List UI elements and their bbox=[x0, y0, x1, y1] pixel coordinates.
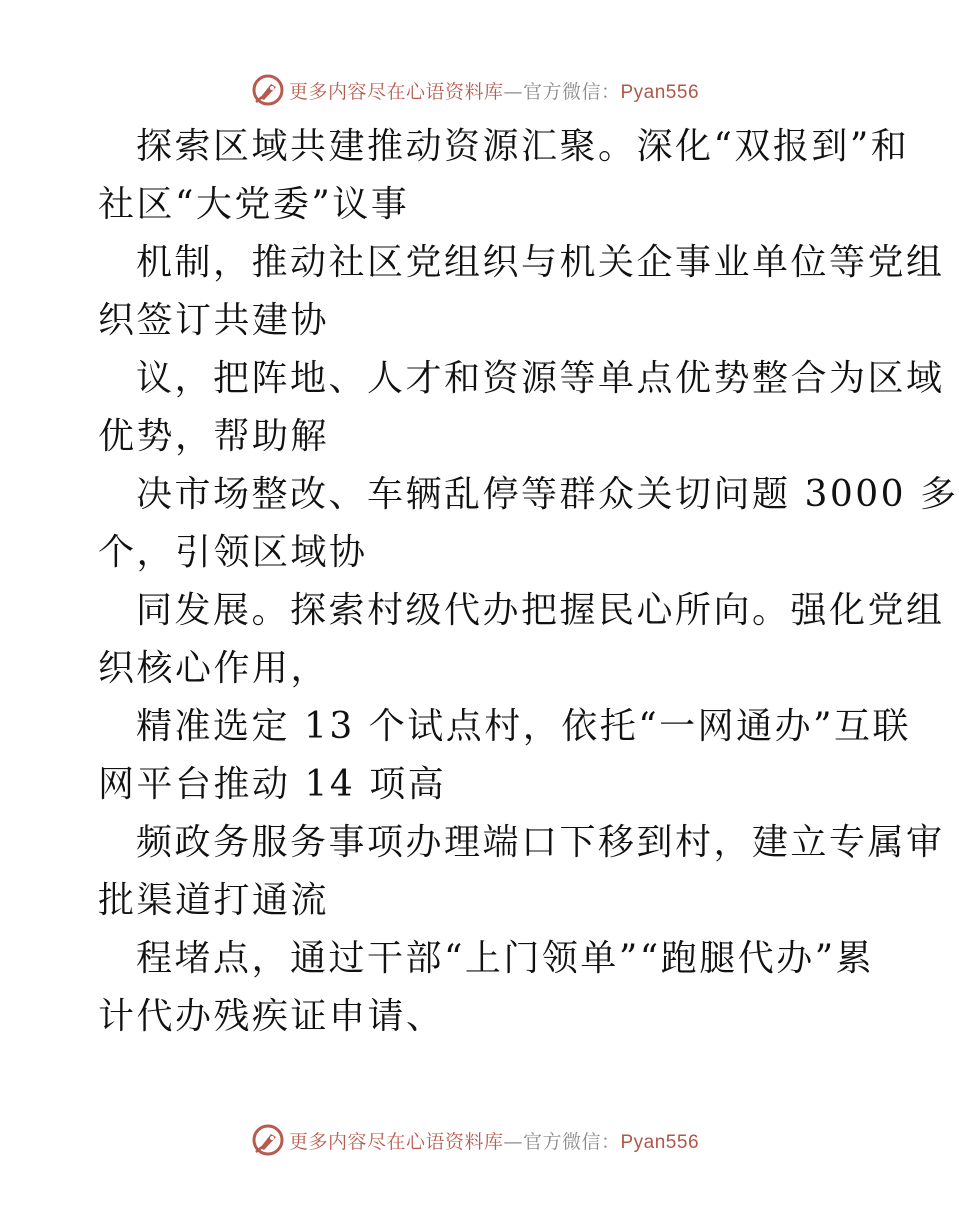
paragraph-line: 个，引领区域协 bbox=[98, 532, 368, 573]
watermark-brand: 更多内容尽在心语资料库 bbox=[288, 1130, 504, 1153]
footer-watermark bbox=[0, 1120, 950, 1160]
paragraph-line: 批渠道打通流 bbox=[98, 880, 330, 921]
pen-nib-circle-icon bbox=[251, 73, 285, 107]
paragraph-line: 程堵点，通过干部“上门领单”“跑腿代办”累 bbox=[136, 938, 875, 979]
watermark-label: 官方微信： bbox=[522, 80, 621, 103]
watermark-id: Pyan556 bbox=[620, 81, 700, 103]
watermark-dash: — bbox=[503, 80, 523, 103]
paragraph-line: 织核心作用， bbox=[98, 648, 330, 689]
paragraph-line: 机制，推动社区党组织与机关企事业单位等党组 bbox=[136, 242, 945, 283]
header-watermark bbox=[0, 70, 950, 110]
paragraph-line: 探索区域共建推动资源汇聚。深化“双报到”和 bbox=[136, 126, 910, 167]
paragraph-line: 同发展。探索村级代办把握民心所向。强化党组 bbox=[136, 590, 945, 631]
paragraph-line: 织签订共建协 bbox=[98, 300, 330, 341]
paragraph-line: 议，把阵地、人才和资源等单点优势整合为区域 bbox=[136, 358, 945, 399]
watermark-id: Pyan556 bbox=[620, 1131, 700, 1153]
document-body bbox=[98, 118, 959, 1046]
paragraph-line: 网平台推动 14 项高 bbox=[98, 764, 447, 805]
watermark-brand: 更多内容尽在心语资料库 bbox=[288, 80, 504, 103]
paragraph-line: 社区“大党委”议事 bbox=[98, 184, 410, 225]
paragraph-line: 计代办残疾证申请、 bbox=[98, 996, 445, 1037]
paragraph-line: 优势，帮助解 bbox=[98, 416, 330, 457]
watermark-label: 官方微信： bbox=[522, 1130, 621, 1153]
paragraph-line: 精准选定 13 个试点村，依托“一网通办”互联 bbox=[136, 706, 912, 747]
watermark-dash: — bbox=[503, 1130, 523, 1153]
pen-nib-circle-icon bbox=[251, 1123, 285, 1157]
paragraph-line: 决市场整改、车辆乱停等群众关切问题 3000 多 bbox=[136, 474, 959, 515]
paragraph-line: 频政务服务事项办理端口下移到村，建立专属审 bbox=[136, 822, 945, 863]
